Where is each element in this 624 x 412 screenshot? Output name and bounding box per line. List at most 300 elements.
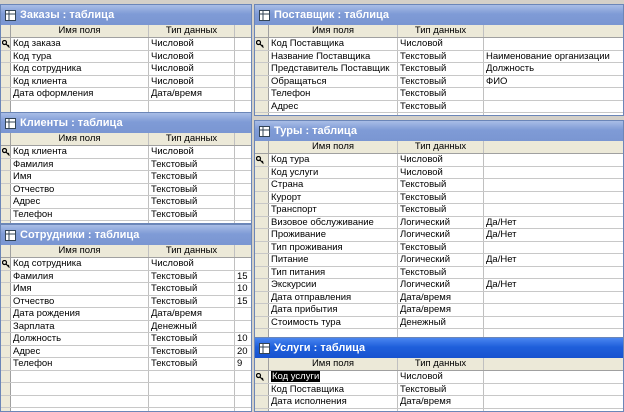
description-header [484,141,624,153]
table-row[interactable] [1,209,251,222]
description-cell[interactable]: ФИО [484,76,624,88]
row-selector[interactable] [255,154,269,166]
table-row[interactable] [255,396,623,409]
field-name-cell[interactable]: Представитель Поставщик [269,63,398,75]
table-row[interactable] [1,146,251,159]
orders-title-bar[interactable] [1,5,251,25]
data-type-cell[interactable]: Текстовый [398,101,484,113]
data-type-cell[interactable] [149,101,235,113]
row-selector[interactable] [255,217,269,229]
data-type-cell[interactable]: Числовой [398,38,484,50]
field-name-header: Имя поля [11,133,149,145]
table-row[interactable] [1,196,251,209]
employees-title-bar[interactable] [1,225,251,245]
row-selector[interactable] [255,204,269,216]
field-name-cell[interactable]: Экскурсии [269,279,398,291]
data-type-cell[interactable]: Дата/время [398,304,484,316]
description-cell[interactable] [235,159,252,171]
table-row[interactable] [255,279,623,292]
data-type-cell[interactable]: Текстовый [398,192,484,204]
description-cell[interactable] [235,38,252,50]
field-name-cell[interactable]: Код заказа [11,38,149,50]
description-cell[interactable] [235,371,252,383]
row-selector[interactable] [255,38,269,50]
field-name-header: Имя поля [269,25,398,37]
table-row[interactable] [255,88,623,101]
data-type-cell[interactable]: Денежный [149,321,235,333]
description-cell[interactable]: Наименование организации [484,51,624,63]
data-type-cell[interactable]: Текстовый [149,271,235,283]
row-selector[interactable] [1,396,11,408]
row-selector[interactable] [1,296,11,308]
window-title: Заказы : таблица [20,9,115,21]
field-name-cell[interactable]: Страна [269,179,398,191]
description-cell[interactable]: Да/Нет [484,279,624,291]
table-row[interactable] [1,171,251,184]
field-name-cell[interactable]: Телефон [269,88,398,100]
row-selector[interactable] [1,383,11,395]
field-name-cell[interactable]: Код сотрудника [11,258,149,270]
data-type-cell[interactable]: Числовой [149,63,235,75]
description-cell[interactable] [235,396,252,408]
data-type-cell[interactable]: Логический [398,217,484,229]
empty-row[interactable] [1,408,251,412]
table-row[interactable] [1,321,251,334]
data-type-cell[interactable]: Текстовый [398,242,484,254]
row-selector[interactable] [255,396,269,408]
services-table-window[interactable] [254,337,624,412]
field-name-cell[interactable]: Дата исполнения [269,396,398,408]
description-cell[interactable] [235,308,252,320]
data-type-cell[interactable]: Текстовый [149,159,235,171]
row-selector[interactable] [255,304,269,316]
field-name-header: Имя поля [269,358,398,370]
description-cell[interactable] [484,38,624,50]
data-type-cell[interactable]: Числовой [149,258,235,270]
table-row[interactable] [1,38,251,51]
field-name-cell[interactable] [11,408,149,412]
empty-row[interactable] [1,371,251,384]
window-title: Туры : таблица [274,125,357,137]
row-selector[interactable] [1,171,11,183]
table-row[interactable] [1,333,251,346]
description-cell[interactable] [484,113,624,116]
window-title: Услуги : таблица [274,342,366,354]
data-type-cell[interactable] [398,409,484,412]
data-type-header: Тип данных [149,133,235,145]
supplier-title-bar[interactable] [255,5,623,25]
field-name-cell[interactable]: Код клиента [11,146,149,158]
description-cell[interactable]: 10 [235,283,252,295]
field-name-cell[interactable]: Код услуги [269,167,398,179]
table-row[interactable] [255,38,623,51]
design-grid[interactable] [255,25,623,115]
table-row[interactable] [1,159,251,172]
row-selector[interactable] [1,358,11,370]
row-selector[interactable] [255,317,269,329]
description-cell[interactable] [235,321,252,333]
data-type-header: Тип данных [398,358,484,370]
row-selector-header[interactable] [255,358,269,370]
field-name-cell[interactable]: Фамилия [11,271,149,283]
field-name-cell[interactable]: Адрес [11,346,149,358]
window-title: Поставщик : таблица [274,9,389,21]
description-cell[interactable] [484,88,624,100]
table-icon [5,10,16,21]
services-title-bar[interactable] [255,338,623,358]
description-cell[interactable] [484,409,624,412]
row-selector[interactable] [255,101,269,113]
data-type-cell[interactable]: Текстовый [149,196,235,208]
data-type-cell[interactable]: Логический [398,229,484,241]
window-title: Клиенты : таблица [20,117,123,129]
field-name-cell[interactable] [11,371,149,383]
description-cell[interactable] [484,179,624,191]
field-name-header: Имя поля [269,141,398,153]
row-selector[interactable] [1,196,11,208]
field-name-cell[interactable]: Код Поставщика [269,384,398,396]
field-name-cell[interactable] [269,371,398,383]
table-row[interactable] [1,51,251,64]
row-selector-header[interactable] [255,141,269,153]
table-row[interactable] [1,258,251,271]
description-cell[interactable] [235,146,252,158]
table-row[interactable] [255,292,623,305]
data-type-cell[interactable]: Числовой [149,76,235,88]
grid-header [255,141,623,154]
row-selector[interactable] [1,209,11,221]
data-type-cell[interactable]: Дата/время [398,292,484,304]
data-type-cell[interactable]: Числовой [149,38,235,50]
grid-header [1,245,251,258]
design-grid[interactable] [255,358,623,411]
field-name-cell[interactable]: Дата оформления [11,88,149,100]
row-selector[interactable] [1,146,11,158]
row-selector[interactable] [1,38,11,50]
empty-row[interactable] [1,396,251,409]
empty-row[interactable] [255,409,623,412]
description-cell[interactable] [235,408,252,412]
description-cell[interactable] [484,304,624,316]
row-selector[interactable] [255,254,269,266]
table-row[interactable] [1,76,251,89]
selected-field-text[interactable]: Код услуги [272,371,320,382]
table-row[interactable] [255,267,623,280]
row-selector[interactable] [255,113,269,116]
description-cell[interactable] [484,292,624,304]
field-name-cell[interactable]: Телефон [11,358,149,370]
row-selector[interactable] [1,159,11,171]
description-header [235,245,252,257]
row-selector[interactable] [255,192,269,204]
window-title: Сотрудники : таблица [20,229,140,241]
data-type-cell[interactable]: Текстовый [149,333,235,345]
data-type-cell[interactable]: Текстовый [398,179,484,191]
table-row[interactable] [1,358,251,371]
data-type-cell[interactable] [149,396,235,408]
row-selector[interactable] [255,76,269,88]
row-selector-header[interactable] [1,133,11,145]
empty-row[interactable] [255,113,623,116]
field-name-cell[interactable]: Визовое обслуживание [269,217,398,229]
table-row[interactable] [255,229,623,242]
table-row[interactable] [255,167,623,180]
row-selector[interactable] [255,167,269,179]
field-name-cell[interactable]: Стоимость тура [269,317,398,329]
data-type-cell[interactable]: Числовой [149,51,235,63]
table-row[interactable] [1,271,251,284]
table-row[interactable] [255,217,623,230]
row-selector[interactable] [255,371,269,383]
clients-title-bar[interactable] [1,113,251,133]
row-selector[interactable] [255,179,269,191]
table-row[interactable] [255,384,623,397]
table-row[interactable] [255,254,623,267]
field-name-cell[interactable] [269,113,398,116]
row-selector[interactable] [1,321,11,333]
table-row[interactable] [1,63,251,76]
data-type-cell[interactable]: Логический [398,279,484,291]
employees-table-window[interactable] [0,224,252,412]
field-name-header: Имя поля [11,245,149,257]
field-name-cell[interactable] [11,101,149,113]
row-selector[interactable] [1,101,11,113]
description-cell[interactable] [484,192,624,204]
description-cell[interactable]: Да/Нет [484,229,624,241]
field-name-cell[interactable]: Питание [269,254,398,266]
table-row[interactable] [255,304,623,317]
field-name-cell[interactable]: Дата прибытия [269,304,398,316]
data-type-cell[interactable]: Текстовый [398,384,484,396]
table-row[interactable] [1,88,251,101]
supplier-table-window[interactable] [254,4,624,116]
row-selector[interactable] [255,88,269,100]
clients-table-window[interactable] [0,112,252,224]
description-cell[interactable]: 20 [235,346,252,358]
table-row[interactable] [1,184,251,197]
row-selector[interactable] [1,76,11,88]
orders-table-window[interactable] [0,4,252,116]
row-selector[interactable] [1,283,11,295]
design-grid[interactable] [1,245,251,411]
description-header [484,358,624,370]
description-cell[interactable] [235,171,252,183]
field-name-cell[interactable]: Код тура [11,51,149,63]
table-icon [259,343,270,354]
description-cell[interactable]: Да/Нет [484,254,624,266]
field-name-cell[interactable]: Дата отправления [269,292,398,304]
row-selector[interactable] [255,242,269,254]
data-type-cell[interactable]: Дата/время [398,396,484,408]
row-selector-header[interactable] [1,25,11,37]
table-row[interactable] [1,346,251,359]
data-type-cell[interactable]: Текстовый [149,358,235,370]
field-name-cell[interactable]: Адрес [269,101,398,113]
table-row[interactable] [255,76,623,89]
description-cell[interactable] [484,267,624,279]
data-type-cell[interactable]: Текстовый [398,267,484,279]
data-type-cell[interactable] [149,408,235,412]
description-cell[interactable] [235,88,252,100]
field-name-cell[interactable] [11,396,149,408]
field-name-cell[interactable]: Должность [11,333,149,345]
description-cell[interactable] [235,63,252,75]
row-selector[interactable] [1,51,11,63]
field-name-cell[interactable]: Проживание [269,229,398,241]
field-name-cell[interactable]: Код клиента [11,76,149,88]
data-type-cell[interactable]: Текстовый [398,51,484,63]
data-type-cell[interactable]: Текстовый [149,346,235,358]
field-name-cell[interactable]: Адрес [11,196,149,208]
field-name-cell[interactable]: Код сотрудника [11,63,149,75]
field-name-cell[interactable]: Имя [11,171,149,183]
field-name-cell[interactable]: Транспорт [269,204,398,216]
data-type-cell[interactable]: Текстовый [149,184,235,196]
table-row[interactable] [1,283,251,296]
table-icon [5,118,16,129]
row-selector[interactable] [1,371,11,383]
row-selector[interactable] [1,346,11,358]
data-type-header: Тип данных [149,25,235,37]
description-cell[interactable] [235,209,252,221]
table-row[interactable] [255,204,623,217]
row-selector[interactable] [255,63,269,75]
field-name-cell[interactable]: Фамилия [11,159,149,171]
field-name-cell[interactable]: Имя [11,283,149,295]
data-type-cell[interactable]: Текстовый [398,88,484,100]
description-cell[interactable] [484,317,624,329]
row-selector[interactable] [255,384,269,396]
data-type-cell[interactable]: Числовой [398,371,484,383]
description-cell[interactable] [484,371,624,383]
description-cell[interactable] [484,167,624,179]
row-selector[interactable] [1,258,11,270]
row-selector[interactable] [1,184,11,196]
row-selector[interactable] [1,333,11,345]
table-row[interactable] [255,192,623,205]
row-selector[interactable] [255,409,269,412]
field-name-cell[interactable] [11,383,149,395]
row-selector-header[interactable] [255,25,269,37]
tours-title-bar[interactable] [255,121,623,141]
row-selector[interactable] [1,63,11,75]
field-name-cell[interactable]: Тип проживания [269,242,398,254]
description-cell[interactable] [484,101,624,113]
data-type-cell[interactable]: Текстовый [149,283,235,295]
design-grid[interactable] [1,25,251,115]
field-name-cell[interactable]: Телефон [11,209,149,221]
grid-header [255,358,623,371]
row-selector[interactable] [255,51,269,63]
description-cell[interactable] [235,76,252,88]
field-name-cell[interactable]: Код тура [269,154,398,166]
table-row[interactable] [255,101,623,114]
description-cell[interactable]: 15 [235,296,252,308]
description-cell[interactable]: Должность [484,63,624,75]
data-type-cell[interactable]: Текстовый [398,204,484,216]
description-cell[interactable]: 10 [235,333,252,345]
data-type-header: Тип данных [149,245,235,257]
description-cell[interactable] [235,258,252,270]
description-cell[interactable] [235,196,252,208]
field-name-cell[interactable]: Код Поставщика [269,38,398,50]
empty-row[interactable] [1,383,251,396]
table-row[interactable] [1,308,251,321]
table-row[interactable] [255,63,623,76]
data-type-cell[interactable] [149,371,235,383]
description-cell[interactable] [484,204,624,216]
row-selector-header[interactable] [1,245,11,257]
description-cell[interactable] [235,101,252,113]
data-type-cell[interactable]: Дата/время [149,88,235,100]
field-name-cell[interactable]: Отчество [11,184,149,196]
data-type-cell[interactable] [149,383,235,395]
description-cell[interactable] [484,154,624,166]
data-type-cell[interactable]: Числовой [398,154,484,166]
field-name-cell[interactable]: Название Поставщика [269,51,398,63]
description-cell[interactable] [484,384,624,396]
row-selector[interactable] [255,292,269,304]
description-cell[interactable] [235,184,252,196]
row-selector[interactable] [255,267,269,279]
data-type-cell[interactable]: Числовой [398,167,484,179]
field-name-cell[interactable]: Курорт [269,192,398,204]
table-icon [5,230,16,241]
row-selector[interactable] [1,88,11,100]
table-row[interactable] [255,317,623,330]
field-name-cell[interactable]: Дата рождения [11,308,149,320]
row-selector[interactable] [1,308,11,320]
description-cell[interactable]: Да/Нет [484,217,624,229]
data-type-cell[interactable]: Текстовый [398,76,484,88]
description-cell[interactable]: 15 [235,271,252,283]
data-type-cell[interactable]: Денежный [398,317,484,329]
data-type-cell[interactable]: Числовой [149,146,235,158]
row-selector[interactable] [1,408,11,412]
data-type-cell[interactable]: Дата/время [149,308,235,320]
design-grid[interactable] [1,133,251,223]
data-type-cell[interactable]: Текстовый [149,171,235,183]
data-type-cell[interactable]: Текстовый [149,209,235,221]
row-selector[interactable] [255,279,269,291]
row-selector[interactable] [255,229,269,241]
description-cell[interactable]: 9 [235,358,252,370]
field-name-cell[interactable]: Отчество [11,296,149,308]
field-name-cell[interactable]: Зарплата [11,321,149,333]
table-row[interactable] [255,179,623,192]
field-name-cell[interactable]: Тип питания [269,267,398,279]
description-header [235,25,252,37]
table-row[interactable] [255,242,623,255]
table-row[interactable] [1,296,251,309]
description-cell[interactable] [235,51,252,63]
field-name-cell[interactable]: Обращаться [269,76,398,88]
data-type-cell[interactable]: Логический [398,254,484,266]
table-row[interactable] [255,371,623,384]
row-selector[interactable] [1,271,11,283]
table-row[interactable] [255,154,623,167]
design-grid[interactable] [255,141,623,339]
description-cell[interactable] [484,242,624,254]
data-type-cell[interactable]: Текстовый [398,63,484,75]
tours-table-window[interactable] [254,120,624,340]
data-type-cell[interactable]: Текстовый [149,296,235,308]
data-type-cell[interactable] [398,113,484,116]
field-name-cell[interactable] [269,409,398,412]
table-row[interactable] [255,51,623,64]
description-cell[interactable] [235,383,252,395]
description-cell[interactable] [484,396,624,408]
